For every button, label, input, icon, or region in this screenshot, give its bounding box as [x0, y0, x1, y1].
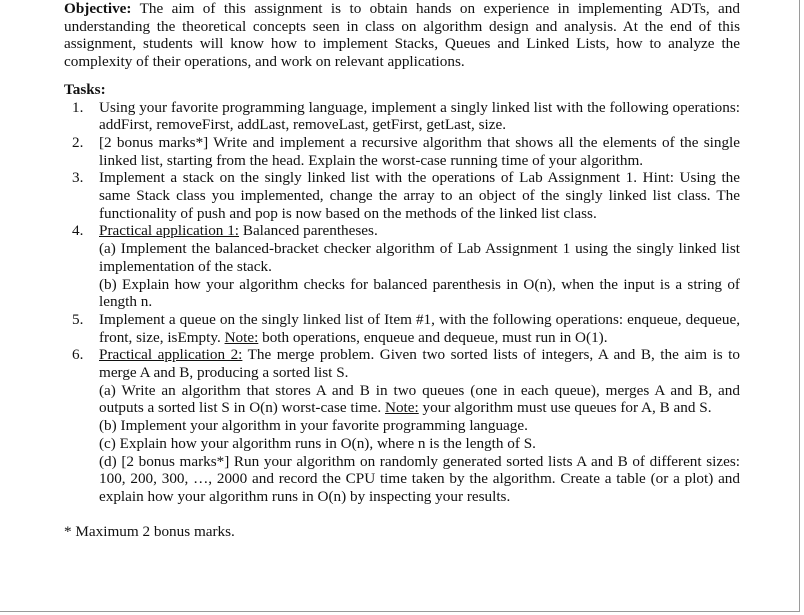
practical-application-2-label: Practical application 2:	[99, 346, 243, 364]
subtask-4a: (a) Implement the balanced-bracket checker algorithm of Lab Assignment 1 using the singly linked list implementation of the stack.	[99, 240, 740, 275]
document-content	[64, 0, 740, 540]
task-number: 1.	[72, 98, 84, 116]
note-label: Note:	[224, 328, 259, 346]
subtask-6d: (d) [2 bonus marks*] Run your algorithm on randomly generated sorted lists A and B of different sizes: 100, 200, 300, …, 2000 and record the CPU time taken by the algorithm. Create a table (or a plot) and explain how your algorithm runs in O(n) by inspecting your results.	[99, 452, 740, 505]
subtask-6c: (c) Explain how your algorithm runs in O(n), where n is the length of S.	[99, 434, 536, 452]
subtask-6a-before: (a) Write an algorithm that stores A and B in two queues (one in each queue), merges A and B, and outputs a sorted list S in O(n) worst-case time.	[99, 381, 740, 417]
objective-paragraph	[64, 0, 740, 71]
practical-application-1-label: Practical application 1:	[99, 222, 240, 240]
subtask-6b: (b) Implement your algorithm in your favorite programming language.	[99, 417, 528, 435]
task-text-after: both operations, enqueue and dequeue, must run in O(1).	[258, 328, 608, 346]
task-number: 4.	[72, 222, 84, 240]
subtask-6a-after: your algorithm must use queues for A, B and S.	[418, 399, 712, 417]
objective-label: Objective:	[64, 0, 132, 17]
task-item-5	[72, 311, 740, 346]
footnote: * Maximum 2 bonus marks.	[64, 522, 235, 540]
task-text: [2 bonus marks*] Write and implement a recursive algorithm that shows all the elements of the single linked list, starting from the head. Explain the worst-case running time of your algorithm.	[99, 133, 740, 169]
tasks-list	[64, 99, 740, 506]
task-text-before: Implement a queue on the singly linked list of Item #1, with the following operations: enqueue, dequeue, front, size, isEmpty.	[99, 310, 740, 346]
task-item-2	[72, 134, 740, 169]
task-number: 2.	[72, 133, 84, 151]
task-lead	[99, 346, 740, 381]
objective-text: The aim of this assignment is to obtain hands on experience in implementing ADTs, and understanding the theoretical concepts seen in class on algorithm design and analysis. At the end of this assignment, students will know how to implement Stacks, Queues and Linked Lists, how to analyze the complexity of their operations, and work on relevant applications.	[64, 0, 740, 71]
task-lead	[99, 222, 740, 240]
task-text: Using your favorite programming language, implement a singly linked list with the following operations: addFirst, removeFirst, addLast, removeLast, getFirst, getLast, size.	[99, 98, 740, 134]
subtask-6a	[99, 382, 740, 417]
task-lead-rest: Balanced parentheses.	[239, 222, 378, 240]
task-item-3	[72, 169, 740, 222]
task-item-1	[72, 99, 740, 134]
note-label: Note:	[385, 399, 419, 417]
tasks-heading: Tasks:	[64, 80, 106, 98]
task-lead-rest: The merge problem. Given two sorted lists of integers, A and B, the aim is to merge A and B, producing a sorted list S.	[99, 346, 740, 382]
task-item-4	[72, 222, 740, 311]
task-text	[99, 311, 740, 346]
task-number: 5.	[72, 310, 84, 328]
subtask-4b: (b) Explain how your algorithm checks for balanced parenthesis in O(n), when the input is a string of length n.	[99, 275, 740, 311]
task-number: 3.	[72, 169, 84, 187]
task-number: 6.	[72, 346, 84, 364]
task-text: Implement a stack on the singly linked list with the operations of Lab Assignment 1. Hint: Using the same Stack class you implemented, change the array to an object of the singly linked list class. The functionality of push and pop is now based on the methods of the linked list class.	[99, 169, 740, 222]
task-item-6	[72, 346, 740, 505]
